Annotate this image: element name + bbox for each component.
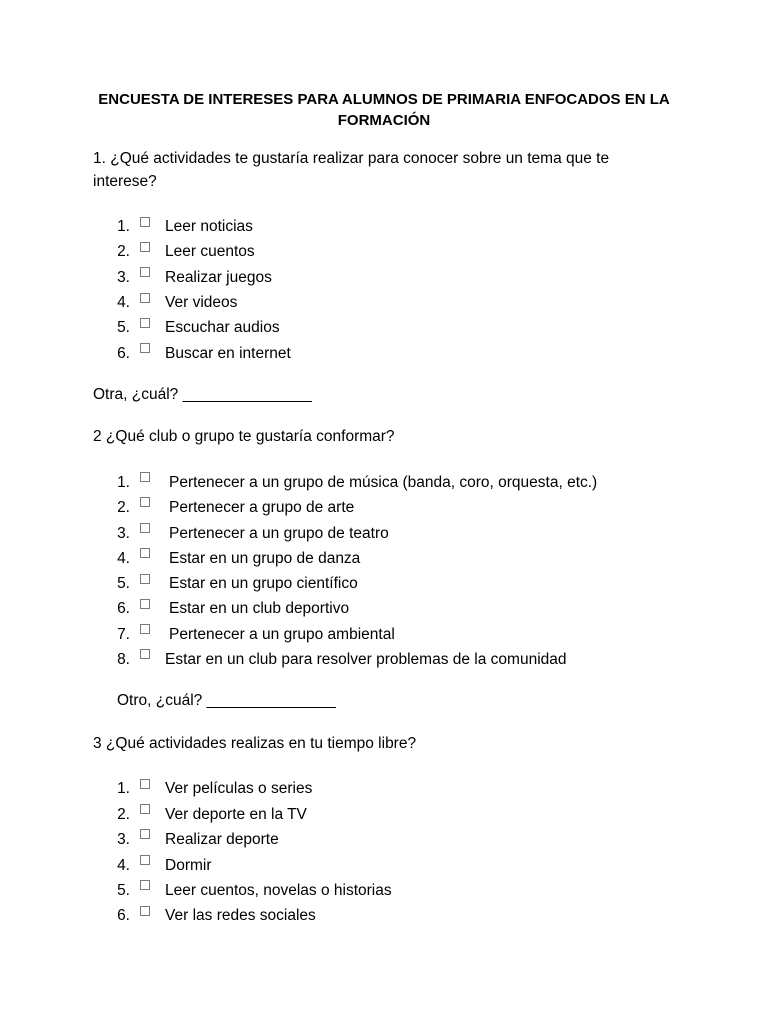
q3-option-5-checkbox[interactable] <box>140 880 150 890</box>
q2-other-field[interactable]: Otro, ¿cuál? _______________ <box>117 692 336 709</box>
q2-option-3-checkbox[interactable] <box>140 523 150 533</box>
survey-title <box>60 89 708 131</box>
q1-option-6-checkbox[interactable] <box>140 343 150 353</box>
title-line-1: ENCUESTA DE INTERESES PARA ALUMNOS DE PRIMARIA ENFOCADOS EN LA <box>98 91 670 108</box>
q2-option-5-label: Estar en un grupo científico <box>169 575 358 592</box>
q1-option-5-checkbox[interactable] <box>140 318 150 328</box>
question-1-line-1: 1. ¿Qué actividades te gustaría realizar para conocer sobre un tema que te <box>93 150 610 167</box>
q1-option-1-label: Leer noticias <box>165 218 253 235</box>
q3-option-2-label: Ver deporte en la TV <box>165 806 307 823</box>
q1-option-5-label: Escuchar audios <box>165 319 280 336</box>
q3-option-5-number: 5. <box>117 882 130 899</box>
q1-option-2-checkbox[interactable] <box>140 242 150 252</box>
q1-option-3-number: 3. <box>117 269 130 286</box>
q1-option-3-label: Realizar juegos <box>165 269 272 286</box>
q1-option-2-label: Leer cuentos <box>165 243 255 260</box>
q3-option-3-checkbox[interactable] <box>140 829 150 839</box>
q2-option-7-number: 7. <box>117 626 130 643</box>
q1-option-4-number: 4. <box>117 294 130 311</box>
q2-option-6-number: 6. <box>117 600 130 617</box>
q1-option-2-number: 2. <box>117 243 130 260</box>
q3-option-2-checkbox[interactable] <box>140 804 150 814</box>
q2-option-4-number: 4. <box>117 550 130 567</box>
q2-option-6-label: Estar en un club deportivo <box>169 600 350 617</box>
q3-option-6-checkbox[interactable] <box>140 906 150 916</box>
q2-option-5-checkbox[interactable] <box>140 574 150 584</box>
q2-option-2-number: 2. <box>117 499 130 516</box>
q3-option-1-label: Ver películas o series <box>165 780 313 797</box>
q2-option-5-number: 5. <box>117 575 130 592</box>
q2-option-8-number: 8. <box>117 651 130 668</box>
q1-option-4-label: Ver videos <box>165 294 238 311</box>
q1-option-5-number: 5. <box>117 319 130 336</box>
q2-option-1-number: 1. <box>117 474 130 491</box>
q3-option-6-number: 6. <box>117 907 130 924</box>
q2-option-1-checkbox[interactable] <box>140 472 150 482</box>
q2-option-3-number: 3. <box>117 525 130 542</box>
question-1-line-2: interese? <box>93 173 157 190</box>
q3-option-4-checkbox[interactable] <box>140 855 150 865</box>
q2-option-7-label: Pertenecer a un grupo ambiental <box>169 626 395 643</box>
q2-option-4-checkbox[interactable] <box>140 548 150 558</box>
q3-option-3-label: Realizar deporte <box>165 831 279 848</box>
q3-option-1-number: 1. <box>117 780 130 797</box>
question-3: 3 ¿Qué actividades realizas en tu tiempo libre? <box>93 735 417 752</box>
q3-option-4-label: Dormir <box>165 857 212 874</box>
q3-option-6-label: Ver las redes sociales <box>165 907 316 924</box>
q1-option-1-checkbox[interactable] <box>140 217 150 227</box>
q1-option-3-checkbox[interactable] <box>140 267 150 277</box>
title-line-2: FORMACIÓN <box>337 112 431 129</box>
q1-option-4-checkbox[interactable] <box>140 293 150 303</box>
q2-option-4-label: Estar en un grupo de danza <box>169 550 361 567</box>
q2-option-1-label: Pertenecer a un grupo de música (banda, coro, orquesta, etc.) <box>169 474 598 491</box>
q3-option-3-number: 3. <box>117 831 130 848</box>
q2-option-2-checkbox[interactable] <box>140 497 150 507</box>
q2-option-6-checkbox[interactable] <box>140 599 150 609</box>
q3-option-5-label: Leer cuentos, novelas o historias <box>165 882 392 899</box>
q1-option-6-number: 6. <box>117 345 130 362</box>
q2-option-7-checkbox[interactable] <box>140 624 150 634</box>
q1-other-field[interactable]: Otra, ¿cuál? _______________ <box>93 386 312 403</box>
q2-option-8-checkbox[interactable] <box>140 649 150 659</box>
q1-option-1-number: 1. <box>117 218 130 235</box>
q1-option-6-label: Buscar en internet <box>165 345 291 362</box>
q3-option-4-number: 4. <box>117 857 130 874</box>
question-2: 2 ¿Qué club o grupo te gustaría conformar? <box>93 428 395 445</box>
q2-option-2-label: Pertenecer a grupo de arte <box>169 499 355 516</box>
q2-option-8-label: Estar en un club para resolver problemas de la comunidad <box>165 651 567 668</box>
q2-option-3-label: Pertenecer a un grupo de teatro <box>169 525 389 542</box>
q3-option-2-number: 2. <box>117 806 130 823</box>
q3-option-1-checkbox[interactable] <box>140 779 150 789</box>
